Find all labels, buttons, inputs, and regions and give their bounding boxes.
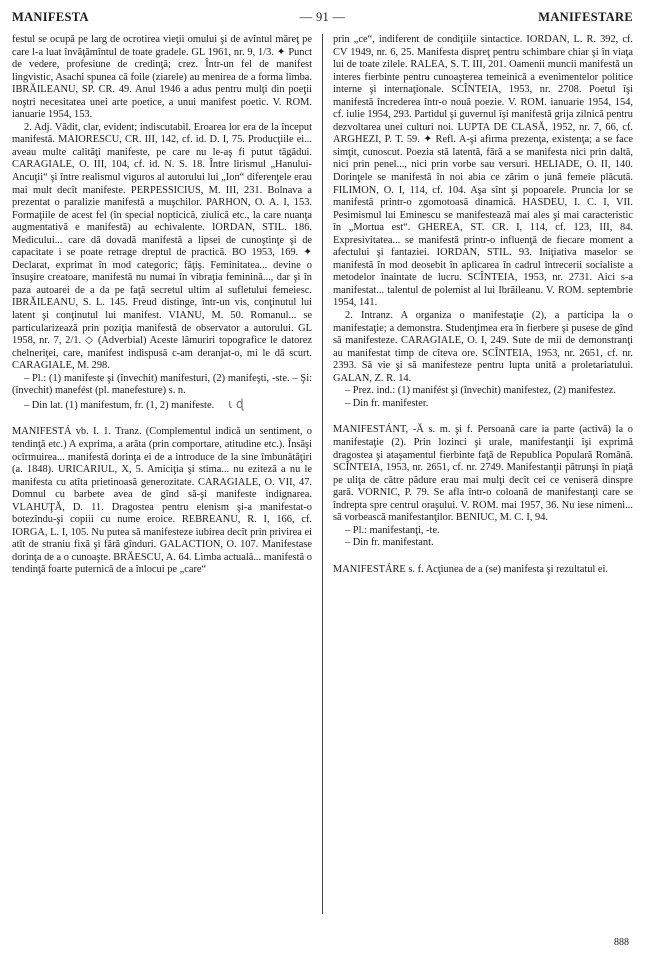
entry-text: 2. Adj. Vădit, clar, evident; indiscutabil. Eroarea lor era de la început manifestă. MAIORESCU, CR. III, 142, cf. id. D. I, 75. Producţiile ei... aveau multe calităţi manifeste, pe care nu le-aş fi putut tăgădui. CARAGIALE, O. III, 104, cf. id. N. S. 18. Între lirismul „Hanului-Ancuţii“ şi între realismul viguros al autorului lui „Ion“ diferenţele erau mai mult decît manifeste. PERPESSICIUS, M. III, 231. Bolnava a prezentat o paralizie manifestă a muşchilor. PARHON, O. A. I, 153. Formaţiile de acest fel (în special nopticică, ziulică etc., la care nuanţa augmentativă e manifestă) au echivalente. IORDAN, STIL. 186. Medicului... care dă dovadă manifestă a lipsei de cunoştinţe şi de capacitate i se poate retrage dreptul de practică. BO 1953, 169. ✦ Declarat, exprimat în mod categoric; făţiş. Feminitatea... devine o însuşire creatoare, manifestă nu numai în vibraţia feminină..., dar şi în paza autoarei de a da pe faţă secretul ultim al sufletului femeiesc. IBRĂILEANU, S. L. 145. Freud distinge, într-un vis, conţinutul lui latent şi conţinutul lui manifest. VIANU, M. 50. Romanul... se particularizează prin poziţia manifestă de observator a autorului. GL 1958, nr. 7, 2/1. ◇ (Adverbial) Aceste lămuriri topografice le datorez chelneriţei, care, manifest indispusă c-am deranjat-o, mi le dă scurt. CARAGIALE, M. 298. [12,121,312,372]
entry-text [12,398,312,413]
column-divider [322,34,323,914]
right-column [333,34,633,576]
header-left-word: MANIFESTA [12,10,89,24]
left-column [12,34,312,577]
entry-text: 2. Intranz. A organiza o manifestaţie (2), a participa la o manifestaţie; a demonstra. Studenţimea era în fierbere şi pusese de gînd să manifesteze. CARAGIALE, O. I, 249. Sute de mii de demonstranţi au manifestat timp de cîteva ore. SCÎNTEIA, 1953, nr. 2651, cf. nr. 2393. Să vie şi să manifesteze pentru lupta unită a proletariatului. GALAN, Z. R. 14. [333,310,633,384]
entry-text: prin „ce“, indiferent de condiţiile sintactice. IORDAN, L. R. 392, cf. CV 1949, nr. 6, 25. Manifesta dispreţ pentru schimbare chiar şi în viaţa lui de toate zilele. RALEA, S. T. III, 201. Oamenii muncii manifestă un interes fierbinte pentru cunoaşterea temeinică a evenimentelor politice interne şi internaţionale. SCÎNTEIA, 1953, nr. 2708. Poetul îşi manifestă încrederea într-o nouă poezie. V. ROM. ianuarie 1954, 154, cf. iulie 1954, 293. Partidul şi guvernul îşi manifestă grija zilnică pentru dezvoltarea unei culturi noi. LUPTA DE CLASĂ, 1952, nr. 7, 66, cf. ARGHEZI, P. T. 59. ✦ Refl. A-şi afirma prezenţa, existenţa; a se face simţit, cunoscut. Poezia stă latentă, fără a se manifesta nici prin daltă, nici prin penel..., nici prin vorbe sau versuri. HELIADE, O. II, 140. Dorinţele se manifestă în noi abia ce zărim o jună femeie plăcută. FILIMON, O. I, 114, cf. 104. Aşa sînt şi popoarele. Pruncia lor se manifestă printr-o zgomotoasă dinamică. HASDEU, I. C. I, VII. Pesimismul lui Eminescu se manifestează mai ales şi mai caracteristic în „Mortua est“. GHEREA, ST. CR. I, 114, cf. 123, III, 84. Expresivitatea... se manifestă printr-o influenţă de fiecare moment a afectului şi fantaziei. IORDAN, STIL. 93. Iniţiativa maselor se manifestă în mod deosebit în aplicarea în cadrul întrecerii socialiste a metodelor înaintate de lucru. SCÎNTEIA, 1953, nr. 2731. Aici s-a manifestat... talentul de polemist al lui Ibrăileanu. V. ROM. septembrie 1954, 141. [333,34,633,309]
entry-text: – Din fr. manifestant. [345,537,434,549]
entry-text: MANIFESTÁRE s. f. Acţiunea de a (se) manifesta şi rezultatul ei. [333,563,608,575]
entry-text: – Din fr. manifester. [345,397,429,409]
page-number: 888 [614,937,629,948]
header-right-word: MANIFESTARE [538,10,633,24]
entry-text: – Pl.: manifestanţi, -te. [345,524,440,536]
etymology-text: – Din lat. (1) manifestum, fr. (1, 2) manifeste. [24,399,215,411]
entry-text: MANIFESTÁNT, -Ă s. m. şi f. Persoană care ia parte (activă) la o manifestaţie (2). Prin lozinci şi urale, manifestanţii îşi exprimă dragostea şi ataşamentul fierbinte faţă de Republica Populară Română. SCÎNTEIA, 1953, nr. 2651, cf. nr. 2749. Manifestanţii pătrunşi în piaţă pe uliţa de către pădure erau mai mulţi decît cei ce veniseră dinspre gară. VORNIC, P. 79. Se afla într-o coloană de manifestanţi care se îndrepta spre centrul oraşului. V. ROM. mai 1957, 36. Nu iese nimeni... să vorbească manifestanţilor. BENIUC, M. C. I, 94. [333,424,633,524]
entry-text: MANIFESTÁ vb. I. 1. Tranz. (Complementul indică un sentiment, o tendinţă etc.) A exprima, a arăta (prin comportare, atitudine etc.). Însăşi ocîrmuirea... manifestă dorinţa ei de a introduce de la sine îmbunătăţiri (a. 1848). URICARIUL, X, 5. Amiciţia şi stima... nu eziteză a nu le manifesta cu atîta prietinoasă generozitate. CARAGIALE, O. VII, 47. Domnul cu barbete avea de gînd să-şi manifeste indignarea. VLAHUŢĂ, D. 11. Dragostea pentru elenism şi-a manifestat-o botezîndu-şi copiii cu nume eroice. REBREANU, R. I, 166, cf. IORGA, L. I, 105. Nu putea să manifesteze iubirea decît prin privirea ei atît de straniu fixă şi fără gînduri. GALACTION, O. 107. Manifestase dorinţa de a o cunoaşte. BRĂESCU, A. 64. Limba actuală... manifestă o tendinţă foarte puternică de a înlocui pe „care“ [12,426,312,576]
spacer [12,412,312,426]
entry-text: festul se ocupă pe larg de ocrotirea vieţii omului şi de avîntul măreţ pe care l-a luat învăţămîntul de toate gradele. GL 1961, nr. 9, 1/3. ✦ Punct de vedere, profesiune de credinţă; crez. Într-un fel de manifest lingvistic, Asachi spunea că foile (ziarele) au menirea de a forma limba. IBRĂILEANU, SP. CR. 49. Anul 1946 a adus pentru mulţi din poeţii noştri necesitatea unei arte poetice, a unui manifest poetic. V. ROM. ianuarie 1954, 153. [12,34,312,121]
entry-text: – Pl.: (1) manifeste şi (învechit) manifesturi, (2) manifeşti, -ste. – Şi: (învechit) manefést (pl. manefesture) s. n. [12,372,312,397]
spacer [333,410,633,424]
spacer [333,550,633,564]
entry-text: – Prez. ind.: (1) manifést şi (învechit) manifestez, (2) manifestez. [345,385,616,397]
page-marker: — 91 — [299,10,346,24]
handwritten-mark: ɩ ɖ [228,396,244,411]
running-header [12,10,633,28]
